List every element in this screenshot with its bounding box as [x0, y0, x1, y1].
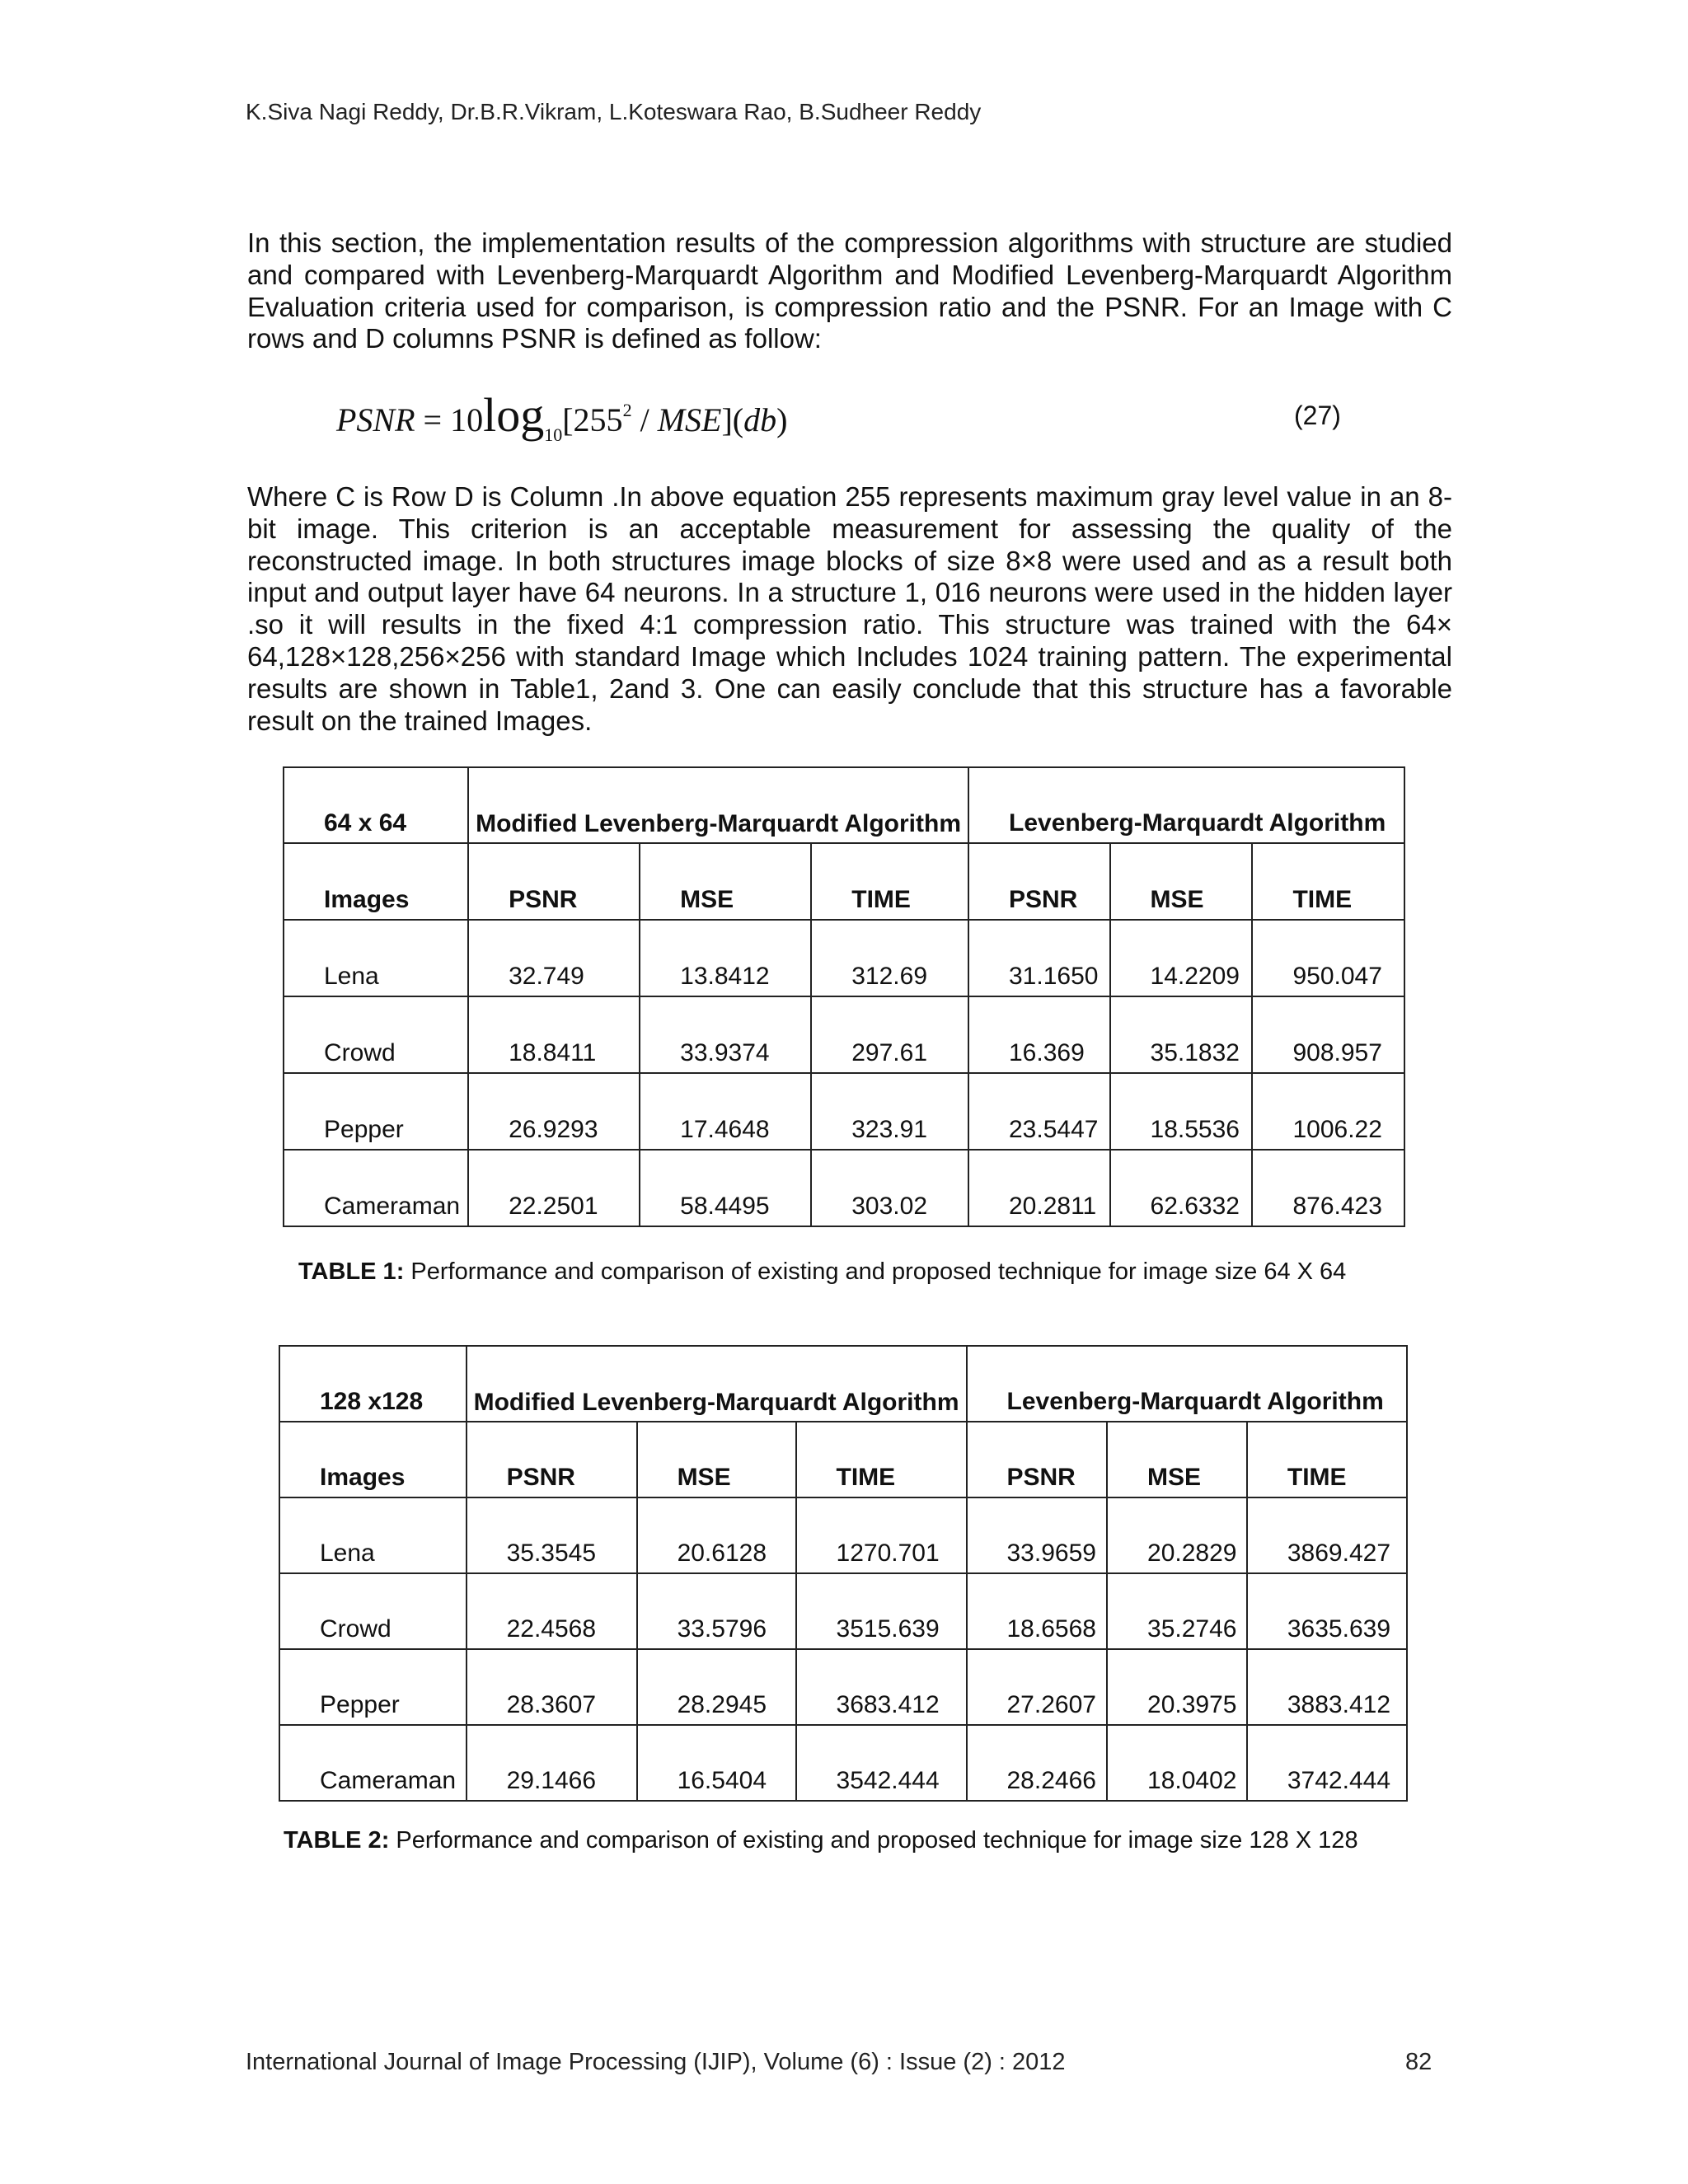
- table-row: [279, 1573, 1407, 1649]
- paragraph-psnr-intro: In this section, the implementation results of the compression algorithms with structure are studied and compared with Levenberg-Marquardt Algorithm and Modified Levenberg-Marquardt Algorithm Evaluation criteria used for comparison, is compression ratio and the PSNR. For an Image with C rows and D columns PSNR is defined as follow:: [247, 227, 1452, 354]
- table-cell: 3635.639: [1247, 1573, 1407, 1649]
- group-header-lm: Levenberg-Marquardt Algorithm: [968, 767, 1404, 843]
- col-header-psnr: PSNR: [967, 1422, 1108, 1497]
- table-cell: 13.8412: [640, 920, 811, 996]
- group-header-modified-lm: Modified Levenberg-Marquardt Algorithm: [467, 1346, 967, 1422]
- eq-psnr: PSNR: [336, 401, 415, 438]
- table-row: [284, 996, 1404, 1073]
- table-cell: 33.9659: [967, 1497, 1108, 1573]
- table-row: [279, 1497, 1407, 1573]
- table-cell: 950.047: [1252, 920, 1404, 996]
- table-cell: 20.2811: [968, 1150, 1110, 1226]
- table-cell: Cameraman: [284, 1150, 468, 1226]
- table-cell: 17.4648: [640, 1073, 811, 1150]
- table-cell: 16.369: [968, 996, 1110, 1073]
- col-header-images: Images: [279, 1422, 467, 1497]
- table2-caption-label: TABLE 2:: [284, 1827, 390, 1854]
- table-group-header-row: [284, 767, 1404, 843]
- table-cell: 16.5404: [637, 1725, 796, 1801]
- table-cell: 3515.639: [796, 1573, 967, 1649]
- table-cell: Crowd: [279, 1573, 467, 1649]
- table-cell: 20.3975: [1107, 1649, 1247, 1725]
- table-cell: 3883.412: [1247, 1649, 1407, 1725]
- table-cell: 35.2746: [1107, 1573, 1247, 1649]
- col-header-time: TIME: [1247, 1422, 1407, 1497]
- eq-log: log: [483, 388, 545, 442]
- eq-open: [255: [562, 401, 623, 438]
- eq-equals: = 10: [415, 401, 484, 438]
- paragraph-experiment: Where C is Row D is Column .In above equation 255 represents maximum gray level value in an 8-bit image. This criterion is an acceptable measurement for assessing the quality of the reconstructed image. In both structures image blocks of size 8×8 were used and as a result both input and output layer have 64 neurons. In a structure 1, 016 neurons were used in the hidden layer .so it will results in the fixed 4:1 compression ratio. This structure was trained with the 64× 64,128×128,256×256 with standard Image which Includes 1024 training pattern. The experimental results are shown in Table1, 2and 3. One can easily conclude that this structure has a favorable result on the trained Images.: [247, 481, 1452, 736]
- table-cell: 303.02: [811, 1150, 968, 1226]
- eq-close: ](: [721, 401, 744, 438]
- table-column-header-row: [284, 843, 1404, 920]
- table-cell: 62.6332: [1110, 1150, 1253, 1226]
- table-cell: Lena: [284, 920, 468, 996]
- col-header-time: TIME: [1252, 843, 1404, 920]
- table-cell: 27.2607: [967, 1649, 1108, 1725]
- col-header-mse: MSE: [637, 1422, 796, 1497]
- table-group-header-row: [279, 1346, 1407, 1422]
- table-row: [284, 920, 1404, 996]
- table-row: [284, 1150, 1404, 1226]
- table-cell: 18.0402: [1107, 1725, 1247, 1801]
- table-cell: 35.3545: [467, 1497, 637, 1573]
- table1-caption-label: TABLE 1:: [298, 1258, 405, 1285]
- table-cell: 26.9293: [468, 1073, 640, 1150]
- table-cell: 3742.444: [1247, 1725, 1407, 1801]
- table-cell: 22.4568: [467, 1573, 637, 1649]
- col-header-psnr: PSNR: [467, 1422, 637, 1497]
- table-cell: 18.5536: [1110, 1073, 1253, 1150]
- results-table-128: [279, 1345, 1408, 1802]
- table-cell: 23.5447: [968, 1073, 1110, 1150]
- col-header-time: TIME: [796, 1422, 967, 1497]
- table-cell: 58.4495: [640, 1150, 811, 1226]
- eq-end: ): [776, 401, 788, 438]
- col-header-mse: MSE: [1107, 1422, 1247, 1497]
- table-cell: 18.6568: [967, 1573, 1108, 1649]
- psnr-equation: [336, 387, 787, 446]
- group-header-modified-lm: Modified Levenberg-Marquardt Algorithm: [468, 767, 968, 843]
- eq-slash: /: [631, 401, 658, 438]
- table-size-label: 64 x 64: [284, 767, 468, 843]
- table-cell: Pepper: [279, 1649, 467, 1725]
- table-cell: Cameraman: [279, 1725, 467, 1801]
- table-cell: 33.9374: [640, 996, 811, 1073]
- table-cell: Crowd: [284, 996, 468, 1073]
- table-cell: 18.8411: [468, 996, 640, 1073]
- table-cell: 31.1650: [968, 920, 1110, 996]
- eq-unit: db: [743, 401, 777, 438]
- table-cell: 22.2501: [468, 1150, 640, 1226]
- table-cell: 28.2466: [967, 1725, 1108, 1801]
- table-cell: 33.5796: [637, 1573, 796, 1649]
- table1-caption: [298, 1258, 1346, 1286]
- equation-number: (27): [1294, 401, 1341, 430]
- table-size-label: 128 x128: [279, 1346, 467, 1422]
- col-header-psnr: PSNR: [468, 843, 640, 920]
- table-row: [279, 1725, 1407, 1801]
- table-row: [279, 1649, 1407, 1725]
- table-cell: 908.957: [1252, 996, 1404, 1073]
- table-cell: 1006.22: [1252, 1073, 1404, 1150]
- running-head-authors: K.Siva Nagi Reddy, Dr.B.R.Vikram, L.Koteswara Rao, B.Sudheer Reddy: [246, 99, 982, 124]
- results-table-64: [283, 766, 1405, 1227]
- table-cell: 32.749: [468, 920, 640, 996]
- eq-log-base: 10: [544, 424, 563, 445]
- table-cell: 297.61: [811, 996, 968, 1073]
- table-cell: 3542.444: [796, 1725, 967, 1801]
- table-cell: 20.6128: [637, 1497, 796, 1573]
- table-cell: 14.2209: [1110, 920, 1253, 996]
- table2-caption: [284, 1827, 1358, 1854]
- group-header-lm: Levenberg-Marquardt Algorithm: [967, 1346, 1408, 1422]
- table-cell: 1270.701: [796, 1497, 967, 1573]
- col-header-psnr: PSNR: [968, 843, 1110, 920]
- col-header-images: Images: [284, 843, 468, 920]
- table-cell: 3683.412: [796, 1649, 967, 1725]
- eq-power: 2: [622, 400, 632, 420]
- eq-mse: MSE: [657, 401, 722, 438]
- table-cell: 35.1832: [1110, 996, 1253, 1073]
- table-row: [284, 1073, 1404, 1150]
- table-cell: 876.423: [1252, 1150, 1404, 1226]
- table-cell: 28.3607: [467, 1649, 637, 1725]
- footer-journal-info: International Journal of Image Processing (IJIP), Volume (6) : Issue (2) : 2012: [246, 2049, 1066, 2075]
- table-cell: Pepper: [284, 1073, 468, 1150]
- col-header-mse: MSE: [1110, 843, 1253, 920]
- table-cell: 20.2829: [1107, 1497, 1247, 1573]
- footer-page-number: 82: [1405, 2049, 1432, 2075]
- table-cell: 28.2945: [637, 1649, 796, 1725]
- table-column-header-row: [279, 1422, 1407, 1497]
- table-cell: 312.69: [811, 920, 968, 996]
- table2-caption-text: Performance and comparison of existing and proposed technique for image size 128 X 128: [389, 1827, 1358, 1854]
- col-header-mse: MSE: [640, 843, 811, 920]
- table-cell: Lena: [279, 1497, 467, 1573]
- table-cell: 3869.427: [1247, 1497, 1407, 1573]
- col-header-time: TIME: [811, 843, 968, 920]
- table-cell: 323.91: [811, 1073, 968, 1150]
- table-cell: 29.1466: [467, 1725, 637, 1801]
- table1-caption-text: Performance and comparison of existing and proposed technique for image size 64 X 64: [404, 1258, 1347, 1285]
